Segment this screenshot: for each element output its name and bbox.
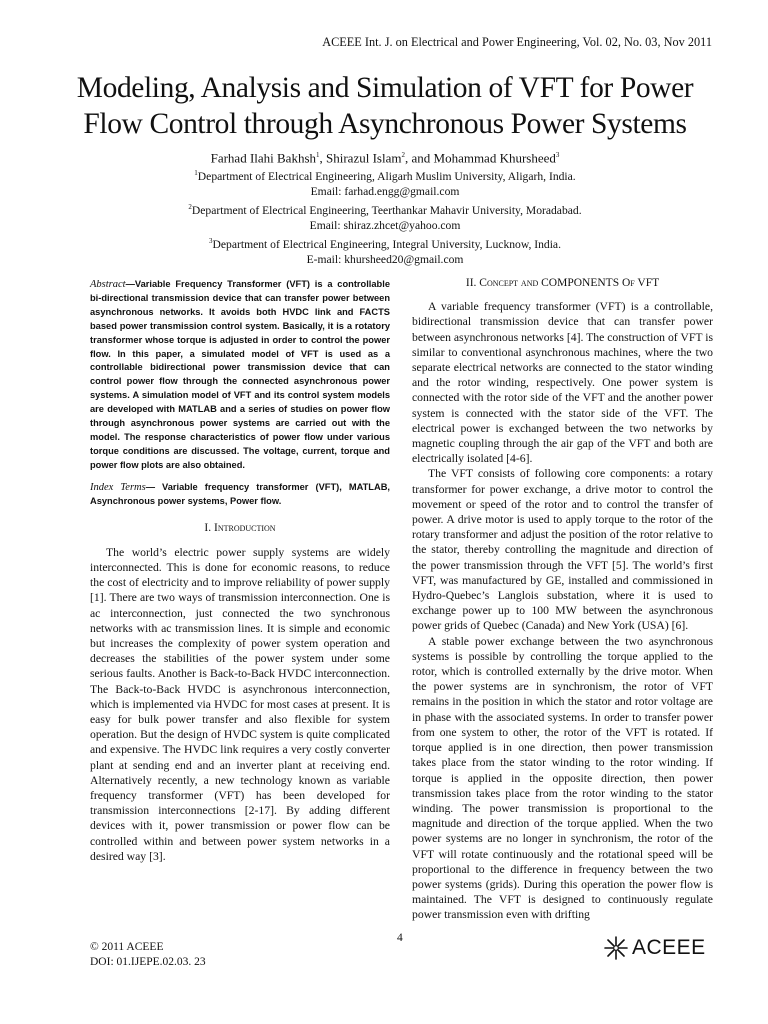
footer-info bbox=[90, 940, 206, 970]
affiliation-3-sup: 3 bbox=[209, 236, 213, 245]
abstract-text: —Variable Frequency Transformer (VFT) is a controllable bi-directional transmission device that can transfer power between asynchronous networks. It avoids both HVDC link and FACTS based power transmission control system. Basically, it is a rotatory transformer whose torque is adjusted in order to control the power flow. In this paper, a simulated model of VFT is used as a controllable bidirectional power transmission device that can control power flow through the connected asynchronous power systems. A simulation model of VFT and its control system models are developed with MATLAB and a series of studies on power flow through asynchronous power systems are carried out with the model. The response characteristics of power flow under various torque conditions are discussed. The voltage, current, torque and power flow plots are also obtained. bbox=[90, 279, 390, 470]
affiliation-3 bbox=[40, 234, 730, 252]
author-3: and Mohammad Khursheed bbox=[411, 150, 556, 166]
index-terms-text: — Variable frequency transformer (VFT), MATLAB, Asynchronous power systems, Power flow. bbox=[90, 481, 390, 506]
email-3[interactable]: E-mail: khursheed20@gmail.com bbox=[306, 252, 464, 266]
author-3-sup: 3 bbox=[555, 151, 560, 159]
intro-paragraph-1: The world’s electric power supply systems are widely interconnected. This is done for economic reasons, to reduce the cost of electricity and to improve reliability of power supply [1]. There are two ways of transmission interconnection. One is ac interconnection, just connected the two synchronous networks with ac transmission lines. It is simple and economic but increases the complexity of power system operation and decreases the stabilities of the power system under some serious faults. Another is Back-to-Back HVDC interconnection. The Back-to-Back HVDC is asynchronous interconnection, which is implemented via HVDC for most cases at present. It is easy for bulk power transfer and also flexible for system operation. But the design of HVDC system is quite complicated and expensive. The HVDC link requires a very costly converter plant at sending end and an inverter plant at receiving end. Alternatively recently, a new technology known as variable frequency transformer (VFT) has been developed for transmission interconnections [2-17]. By adding different devices with it, power transmission or power flow can be controlled within and between power system networks in a desired way [3]. bbox=[90, 545, 390, 863]
right-column bbox=[412, 276, 713, 923]
section-2-heading: II. Concept and COMPONENTS Of VFT bbox=[465, 277, 660, 289]
email-2[interactable]: Email: shiraz.zhcet@yahoo.com bbox=[309, 219, 461, 233]
left-column bbox=[90, 278, 390, 864]
author-2: Shirazul Islam bbox=[326, 150, 402, 166]
star-burst-icon bbox=[603, 935, 629, 961]
affiliation-1-sup: 1 bbox=[194, 168, 198, 177]
journal-header: ACEEE Int. J. on Electrical and Power Engineering, Vol. 02, No. 03, Nov 2011 bbox=[322, 35, 712, 49]
author-1-sup: 1 bbox=[316, 151, 320, 159]
title-line-2: Flow Control through Asynchronous Power Systems bbox=[83, 108, 687, 140]
author-names: Farhad Ilahi Bakhsh$^1$, Shirazul Islam$^2$, and Mohammad Khursheed$^3$ bbox=[210, 150, 560, 166]
affiliation-3-text: Department of Electrical Engineering, Integral University, Lucknow, India. bbox=[212, 237, 561, 251]
affiliation-1 bbox=[40, 166, 730, 184]
index-terms-lead: Index Terms bbox=[90, 481, 146, 493]
section-2-paragraph-1: A variable frequency transformer (VFT) is a controllable, bidirectional transmission device that can transfer power between asynchronous networks [4]. The construction of VFT is similar to conventional asynchronous machines, where the two separate electrical networks are connected to the stator winding and the rotor winding, respectively. One power system is connected with the rotor side of the VFT and the another power system is connected with the stator side of the VFT. The electrical power is exchanged between the two networks by magnetic coupling through the air gap of the VFT and both are electrically isolated [4-6]. bbox=[412, 300, 713, 466]
paper-title bbox=[40, 70, 730, 142]
aceee-logo bbox=[603, 935, 706, 961]
page-number: 4 bbox=[397, 932, 403, 944]
abstract bbox=[90, 278, 390, 473]
affiliation-2-sup: 2 bbox=[188, 202, 192, 211]
title-line-1: Modeling, Analysis and Simulation of VFT for Power bbox=[76, 72, 694, 104]
index-terms bbox=[90, 481, 390, 509]
author-block bbox=[40, 148, 730, 267]
author-1: Farhad Ilahi Bakhsh bbox=[210, 150, 317, 166]
affiliation-2-text: Department of Electrical Engineering, Teerthankar Mahavir University, Moradabad. bbox=[191, 203, 582, 217]
author-2-sup: 2 bbox=[401, 151, 405, 159]
affiliation-2 bbox=[40, 200, 730, 218]
abstract-lead: Abstract bbox=[90, 279, 126, 290]
email-1[interactable]: Email: farhad.engg@gmail.com bbox=[310, 185, 460, 199]
section-2-paragraph-3: A stable power exchange between the two asynchronous systems is possible by controlling the torque applied to the rotor, which is controlled externally by the drive motor. When the power systems are in synchronism, the rotor of VFT remains in the position in which the stator and rotor voltage are in phase with the associated systems. In order to transfer power from one system to other, the rotor of the VFT is rotated. If torque applied is in one direction, then power transmission takes place from the stator winding to the rotor winding. If torque is applied in the opposite direction, then power transmission takes place from the rotor winding to the stator winding. The power transmission is proportional to the magnitude and direction of the torque applied. When the two power systems are no longer in synchronism, the rotor of the VFT will rotate continuously and the rotational speed will be proportional to the difference in frequency between the two power systems (grids). During this operation the power flow is maintained. The VFT is designed to continuously regulate power transmission even with drifting bbox=[412, 634, 713, 922]
intro-heading: I. Introduction bbox=[204, 521, 276, 534]
section-2-paragraph-2: The VFT consists of following core components: a rotary transformer for power exchange, a drive motor to control the movement or speed of the rotor and to control the transfer of power. A drive motor is used to apply torque to the rotor of the rotary transformer and adjust the position of the rotor relative to the stator, thereby controlling the magnitude and direction of the power transmission through the VFT [5]. The world’s first VFT, was manufactured by GE, installed and commissioned in Hydro-Quebec’s Langlois substation, where it is used to exchange power up to 100 MW between the asynchronous power grids of Quebec (Canada) and New York (USA) [6]. bbox=[412, 467, 713, 633]
affiliation-1-text: Department of Electrical Engineering, Aligarh Muslim University, Aligarh, India. bbox=[197, 169, 576, 183]
logo-text: ACEEE bbox=[632, 936, 706, 959]
copyright: © 2011 ACEEE bbox=[90, 941, 164, 953]
doi: DOI: 01.IJEPE.02.03. 23 bbox=[90, 956, 206, 968]
